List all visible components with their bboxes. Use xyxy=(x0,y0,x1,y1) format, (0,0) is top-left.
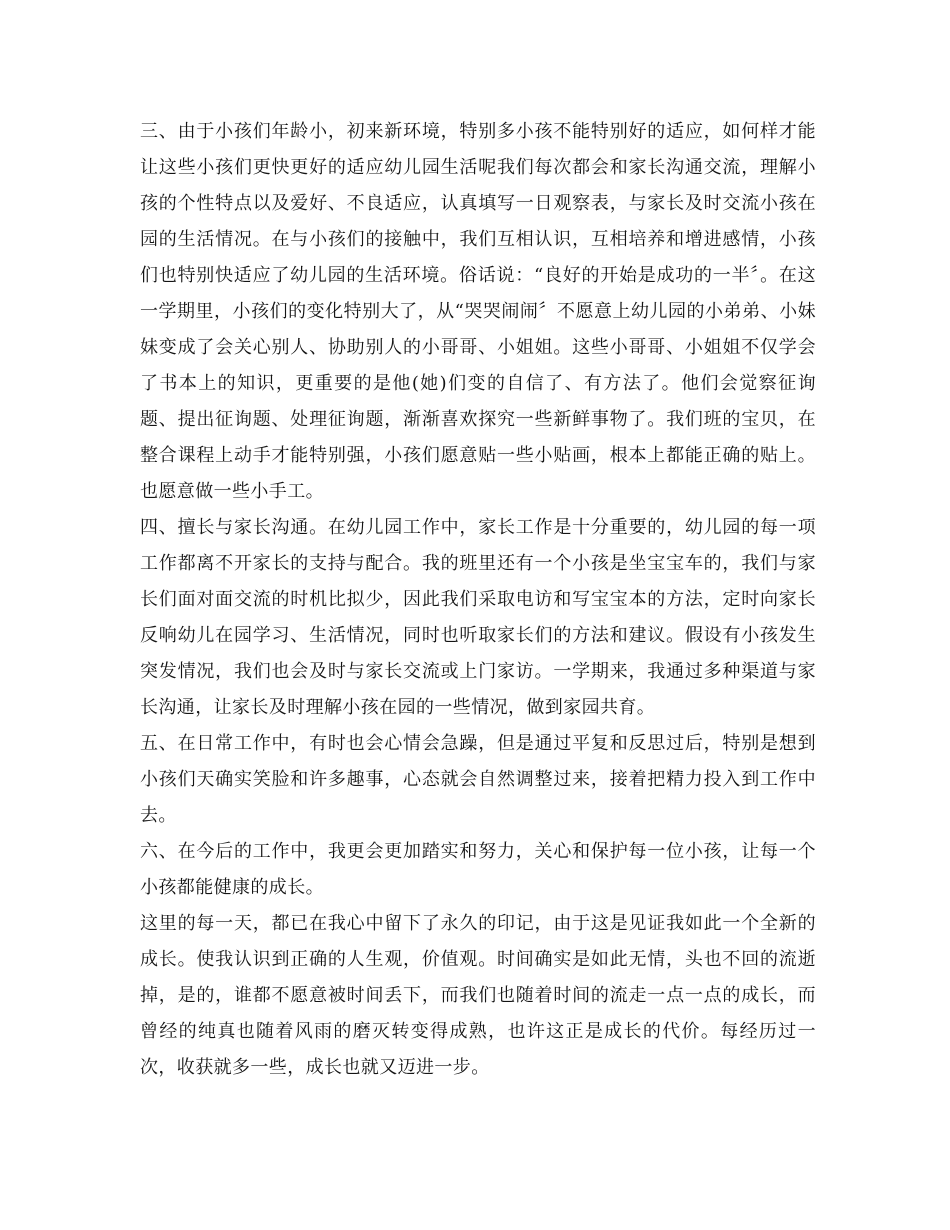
paragraph-6: 六、在今后的工作中，我更会更加踏实和努力，关心和保护每一位小孩，让每一个小孩都能健康的成长。 xyxy=(140,841,816,898)
paragraph-closing: 这里的每一天，都已在我心中留下了永久的印记，由于这是见证我如此一个全新的成长。使我认识到正确的人生观，价值观。时间确实是如此无情，头也不回的流逝掉，是的，谁都不愿意被时间丢下，而我们也随着时间的流走一点一点的成长，而曾经的纯真也随着风雨的磨灭转变得成熟，也许这正是成长的代价。每经历过一次，收获就多一些，成长也就又迈进一步。 xyxy=(140,913,816,1078)
paragraph-4: 四、擅长与家长沟通。在幼儿园工作中，家长工作是十分重要的，幼儿园的每一项工作都离不开家长的支持与配合。我的班里还有一个小孩是坐宝宝车的，我们与家长们面对面交流的时机比拟少，因此我们采取电访和写宝宝本的方法，定时向家长反响幼儿在园学习、生活情况，同时也听取家长们的方法和建议。假设有小孩发生突发情况，我们也会及时与家长交流或上门家访。一学期来，我通过多种渠道与家长沟通，让家长及时理解小孩在园的一些情况，做到家园共育。 xyxy=(140,517,816,718)
paragraph-3: 三、由于小孩们年龄小，初来新环境，特别多小孩不能特别好的适应，如何样才能让这些小孩们更快更好的适应幼儿园生活呢我们每次都会和家长沟通交流，理解小孩的个性特点以及爱好、不良适应，认真填写一日观察表，与家长及时交流小孩在园的生活情况。在与小孩们的接触中，我们互相认识，互相培养和增进感情，小孩们也特别快适应了幼儿园的生活环境。俗话说：“良好的开始是成功的一半〞。在这一学期里，小孩们的变化特别大了，从“哭哭闹闹〞不愿意上幼儿园的小弟弟、小妹妹变成了会关心别人、协助别人的小哥哥、小姐姐。这些小哥哥、小姐姐不仅学会了书本上的知识，更重要的是他(她)们变的自信了、有方法了。他们会觉察征询题、提出征询题、处理征询题，渐渐喜欢探究一些新鲜事物了。我们班的宝贝，在整合课程上动手才能特别强，小孩们愿意贴一些小贴画，根本上都能正确的贴上。也愿意做一些小手工。 xyxy=(140,121,816,502)
document-body xyxy=(140,114,816,1086)
paragraph-5: 五、在日常工作中，有时也会心情会急躁，但是通过平复和反思过后，特别是想到小孩们天确实笑脸和许多趣事，心态就会自然调整过来，接着把精力投入到工作中去。 xyxy=(140,733,816,826)
